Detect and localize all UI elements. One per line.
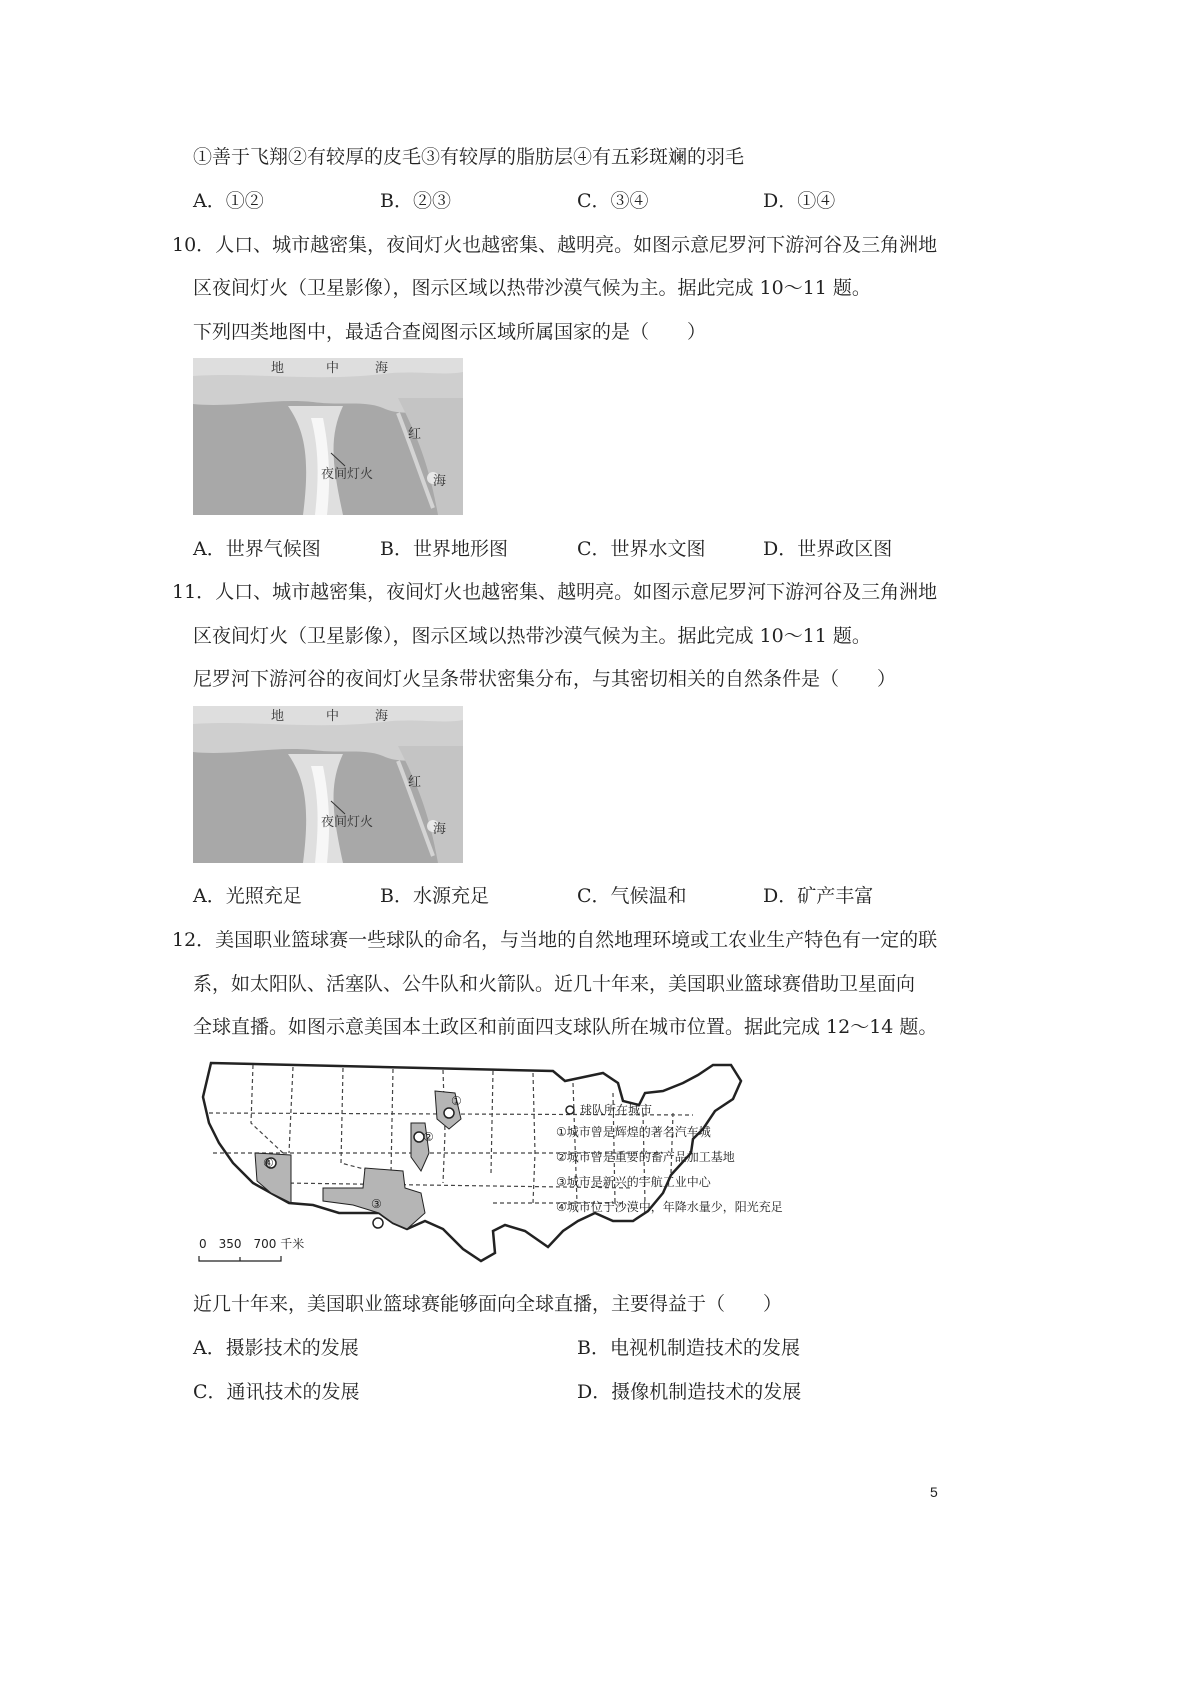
q11-option-c: C．气候温和 bbox=[577, 885, 687, 907]
legend-item-1: ①城市曾是辉煌的著名汽车城 bbox=[556, 1125, 711, 1139]
q10-option-c: C．世界水文图 bbox=[577, 538, 706, 560]
city-mark-1: ① bbox=[451, 1094, 462, 1108]
q10-option-b: B．世界地形图 bbox=[380, 538, 508, 560]
q10-question: 下列四类地图中，最适合查阅图示区域所属国家的是（ ） bbox=[193, 321, 707, 343]
q12-stem-line2: 系，如太阳队、活塞队、公牛队和火箭队。近几十年来，美国职业篮球赛借助卫星面向 bbox=[193, 973, 916, 995]
q11-stem-line1: 11．人口、城市越密集，夜间灯火也越密集、越明亮。如图示意尼罗河下游河谷及三角洲地 bbox=[172, 581, 938, 603]
q10-option-d: D．世界政区图 bbox=[763, 538, 893, 560]
legend-title: 球队所在城市 bbox=[580, 1103, 653, 1117]
q12-stem-line1: 12．美国职业篮球赛一些球队的命名，与当地的自然地理环境或工农业生产特色有一定的联 bbox=[172, 929, 938, 951]
q12-stem-line3: 全球直播。如图示意美国本土政区和前面四支球队所在城市位置。据此完成 12～14 题。 bbox=[193, 1016, 938, 1038]
mediterranean-label-2: 中 bbox=[326, 709, 340, 724]
map-scale: 0 350 700 千米 bbox=[199, 1237, 305, 1251]
q11-satellite-image bbox=[193, 706, 463, 863]
mediterranean-label-3: 海 bbox=[375, 361, 389, 376]
city-mark-3: ③ bbox=[371, 1197, 382, 1211]
mediterranean-label-1: 地 bbox=[271, 709, 285, 724]
red-sea-label-1: 红 bbox=[408, 427, 422, 442]
q9-option-d: D．①④ bbox=[763, 190, 836, 212]
q12-option-d: D．摄像机制造技术的发展 bbox=[577, 1381, 802, 1403]
red-sea-label-2: 海 bbox=[433, 822, 447, 837]
q10-stem-line1: 10．人口、城市越密集，夜间灯火也越密集、越明亮。如图示意尼罗河下游河谷及三角洲地 bbox=[172, 234, 938, 256]
mediterranean-label-1: 地 bbox=[271, 361, 285, 376]
us-map-figure bbox=[193, 1053, 848, 1273]
q12-option-c: C．通讯技术的发展 bbox=[193, 1381, 360, 1403]
q9-option-b: B．②③ bbox=[380, 190, 451, 212]
mediterranean-label-3: 海 bbox=[375, 709, 389, 724]
night-lights-label: 夜间灯火 bbox=[321, 815, 374, 830]
q11-stem-line2: 区夜间灯火（卫星影像），图示区域以热带沙漠气候为主。据此完成 10～11 题。 bbox=[193, 625, 871, 647]
legend-item-3: ③城市是新兴的宇航工业中心 bbox=[556, 1175, 711, 1189]
q11-option-a: A．光照充足 bbox=[193, 885, 302, 907]
legend-item-4: ④城市位于沙漠中，年降水量少，阳光充足 bbox=[556, 1200, 783, 1214]
q10-option-a: A．世界气候图 bbox=[193, 538, 321, 560]
q9-option-c: C．③④ bbox=[577, 190, 649, 212]
mediterranean-label-2: 中 bbox=[326, 361, 340, 376]
q11-question: 尼罗河下游河谷的夜间灯火呈条带状密集分布，与其密切相关的自然条件是（ ） bbox=[193, 668, 897, 690]
page-number: 5 bbox=[930, 1484, 938, 1500]
q11-option-b: B．水源充足 bbox=[380, 885, 489, 907]
q12-question: 近几十年来，美国职业篮球赛能够面向全球直播，主要得益于（ ） bbox=[193, 1293, 783, 1315]
q12-option-a: A．摄影技术的发展 bbox=[193, 1337, 359, 1359]
q12-option-b: B．电视机制造技术的发展 bbox=[577, 1337, 800, 1359]
red-sea-label-2: 海 bbox=[433, 474, 447, 489]
q10-satellite-image bbox=[193, 358, 463, 515]
city-mark-4: ④ bbox=[263, 1156, 274, 1170]
red-sea-label-1: 红 bbox=[408, 775, 422, 790]
q9-statements: ①善于飞翔②有较厚的皮毛③有较厚的脂肪层④有五彩斑斓的羽毛 bbox=[193, 146, 745, 168]
q11-option-d: D．矿产丰富 bbox=[763, 885, 874, 907]
city-mark-2: ② bbox=[423, 1130, 434, 1144]
q10-stem-line2: 区夜间灯火（卫星影像），图示区域以热带沙漠气候为主。据此完成 10～11 题。 bbox=[193, 277, 871, 299]
legend-item-2: ②城市曾是重要的畜产品加工基地 bbox=[556, 1150, 735, 1164]
night-lights-label: 夜间灯火 bbox=[321, 467, 374, 482]
q9-option-a: A．①② bbox=[193, 190, 264, 212]
